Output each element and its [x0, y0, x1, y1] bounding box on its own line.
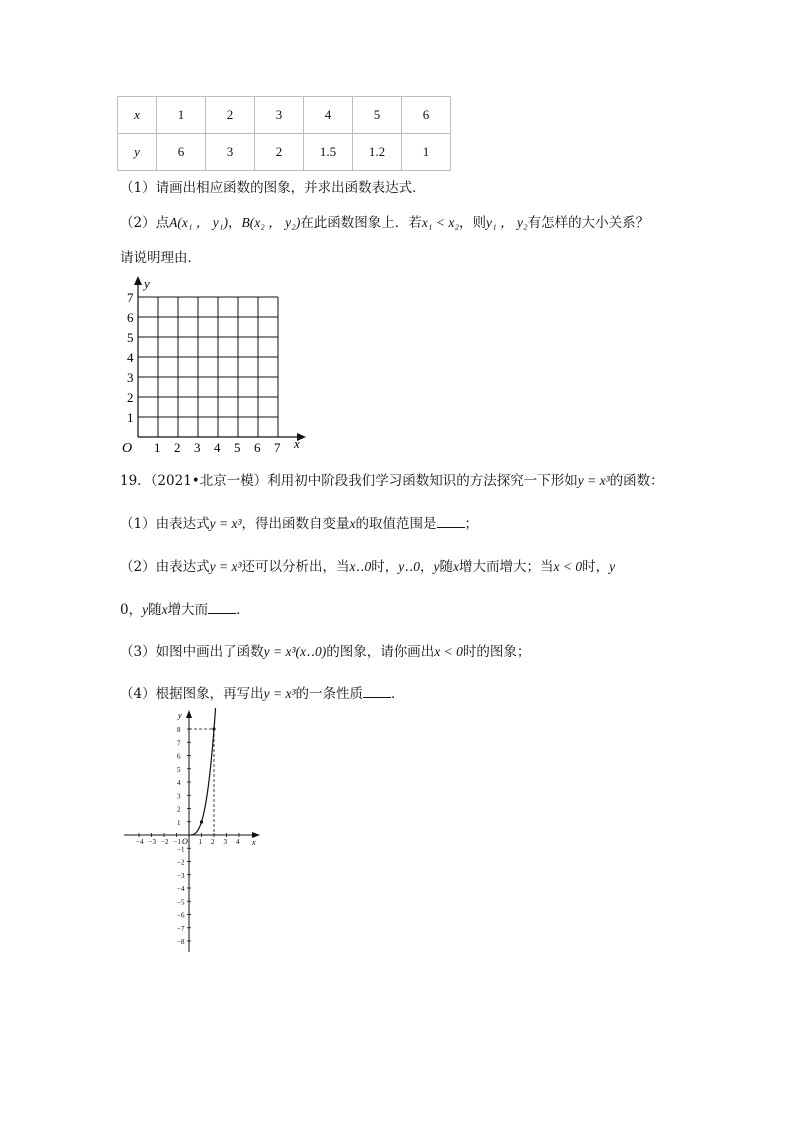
y-tick-label: 7 — [127, 290, 134, 305]
y-tick-label: −2 — [177, 858, 185, 867]
xy-table — [117, 96, 451, 171]
table-header-y: y — [118, 134, 157, 171]
table-cell: 1 — [402, 134, 451, 171]
table-cell: 1 — [157, 97, 206, 134]
answer-blank[interactable] — [363, 685, 391, 698]
x-tick-label: 5 — [234, 440, 241, 455]
y-tick-label: −7 — [177, 924, 185, 933]
q19-part3: （3）如图中画出了函数y = x³(x‥0)的图象，请你画出x < 0时的图象； — [120, 644, 531, 660]
y-axis-label: y — [144, 276, 150, 291]
y-tick-labels — [127, 290, 134, 425]
x-tick-label: −3 — [148, 838, 156, 846]
x-tick-label: 7 — [274, 440, 281, 455]
y-tick-label: 5 — [177, 765, 181, 774]
y-tick-label: 6 — [177, 752, 181, 761]
grid-lines — [138, 297, 278, 437]
x-tick-label: −1 — [173, 838, 181, 846]
x-tick-label: 4 — [214, 440, 221, 455]
y-axis-arrow — [186, 710, 192, 718]
table-cell: 2 — [206, 97, 255, 134]
x-tick-label: 1 — [154, 440, 161, 455]
y-tick-label: 2 — [127, 390, 134, 405]
table-cell: 3 — [255, 97, 304, 134]
q19-part2: （2）由表达式y = x³还可以分析出，当x‥0时，y‥0，y随x增大而增大；当x < 0时，y — [120, 559, 616, 575]
q19-part2-line2: 0，y随x增大而 ． — [120, 602, 250, 618]
y-tick-label: −3 — [177, 871, 185, 880]
q18-part2-line2: 请说明理由． — [120, 250, 201, 266]
y-tick-label: −6 — [177, 911, 185, 920]
cubic-function-graph — [118, 708, 268, 958]
x-tick-label: 3 — [194, 440, 201, 455]
x-axis-label: x — [252, 838, 256, 847]
y-tick-label: 1 — [177, 818, 181, 827]
answer-blank[interactable] — [437, 515, 465, 528]
y-tick-label: −5 — [177, 898, 185, 907]
x-tick-label: 1 — [198, 838, 202, 846]
answer-blank[interactable] — [208, 601, 236, 614]
origin-label: O — [122, 441, 133, 456]
table-cell: 3 — [206, 134, 255, 171]
x-tick-label: 6 — [254, 440, 261, 455]
x-tick-label: −2 — [161, 838, 169, 846]
y-tick-label: 2 — [177, 805, 181, 814]
y-tick-label: 1 — [127, 410, 134, 425]
q18-part2: （2）点A(x₁ ， y₁)，B(x₂ ， y₂)在此函数图象上．若x₁ < x₂，则y₁ ， y₂有怎样的大小关系？ — [120, 215, 650, 231]
y-tick-label: 5 — [127, 330, 134, 345]
table-cell: 6 — [402, 97, 451, 134]
point-1-1 — [200, 820, 203, 823]
table-cell: 4 — [304, 97, 353, 134]
blank-grid-figure — [110, 272, 310, 457]
point-2-8 — [212, 727, 215, 730]
table-header-x: x — [118, 97, 157, 134]
y-tick-label: 3 — [127, 370, 134, 385]
x-tick-labels — [154, 440, 281, 455]
y-tick-label: 4 — [127, 350, 134, 365]
y-tick-label: −1 — [177, 845, 185, 854]
q19-part4: （4）根据图象，再写出y = x³的一条性质 ． — [120, 686, 405, 702]
table-cell: 1.5 — [304, 134, 353, 171]
q19-part1: （1）由表达式y = x³，得出函数自变量x的取值范围是 ； — [120, 516, 478, 532]
y-tick-label: 6 — [127, 310, 134, 325]
table-cell: 5 — [353, 97, 402, 134]
table-cell: 1.2 — [353, 134, 402, 171]
y-tick-label: 4 — [177, 779, 181, 787]
x-tick-label: 2 — [211, 838, 215, 846]
table-row — [118, 97, 451, 134]
y-tick-label: 3 — [177, 792, 181, 801]
x-tick-label: 3 — [223, 838, 227, 846]
y-tick-label: −8 — [177, 938, 185, 946]
origin-label: O — [182, 837, 188, 846]
y-tick-label: −4 — [177, 885, 185, 893]
x-tick-label: 4 — [236, 838, 240, 846]
q18-part1: （1）请画出相应函数的图象，并求出函数表达式． — [120, 180, 426, 196]
y-axis-label: y — [178, 711, 182, 720]
y-axis-arrow — [134, 276, 142, 285]
x-tick-label: 2 — [174, 440, 181, 455]
table-cell: 6 — [157, 134, 206, 171]
x-axis-label: x — [294, 436, 300, 451]
table-cell: 2 — [255, 134, 304, 171]
x-tick-label: −4 — [136, 838, 144, 846]
cubic-curve — [189, 708, 217, 835]
q19-header: 19．（2021•北京一模）利用初中阶段我们学习函数知识的方法探究一下形如y = x³的函数： — [120, 473, 664, 489]
y-tick-label: 7 — [177, 739, 181, 748]
y-tick-label: 8 — [177, 726, 181, 734]
table-row — [118, 134, 451, 171]
